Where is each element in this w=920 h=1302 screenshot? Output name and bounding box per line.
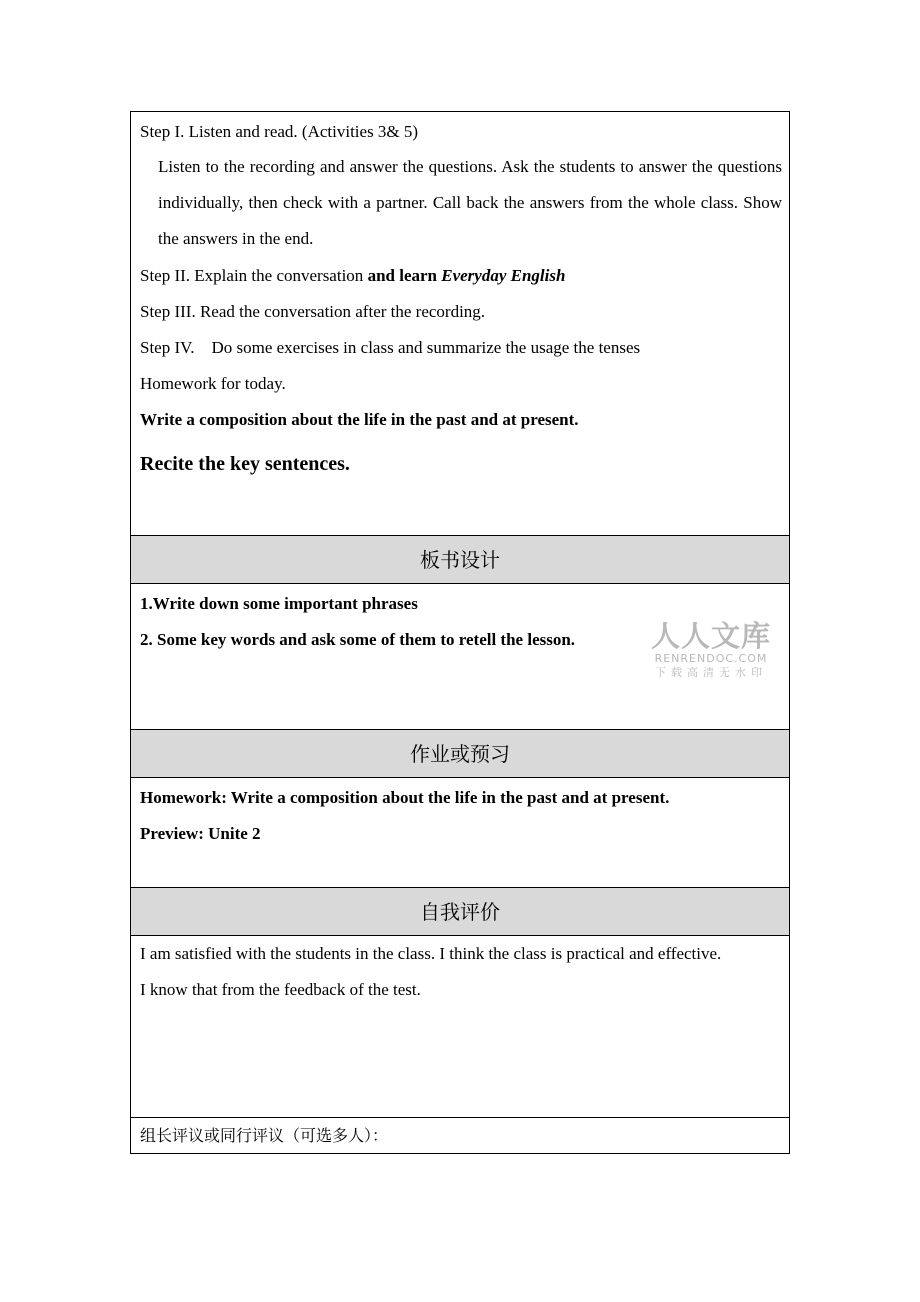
step1-body: Listen to the recording and answer the questions. Ask the students to answer the questions individually, then check with a partner. Call back the answers from the whole class. Show the answers in the end. bbox=[158, 157, 782, 248]
homework-line: Homework: Write a composition about the life in the past and at present. bbox=[140, 788, 670, 807]
self-evaluation-cell bbox=[131, 935, 789, 1117]
self-evaluation-line-1: I am satisfied with the students in the class. I think the class is practical and effective. bbox=[140, 944, 722, 963]
step2-line bbox=[140, 266, 565, 286]
board-design-cell bbox=[131, 583, 789, 729]
preview-line: Preview: Unite 2 bbox=[140, 824, 261, 843]
step2-everyday-english: Everyday English bbox=[441, 266, 566, 285]
peer-review-cell bbox=[131, 1117, 789, 1153]
step2-bold: and learn bbox=[367, 266, 442, 285]
peer-review-label: 组长评议或同行评议（可选多人）： bbox=[140, 1126, 389, 1145]
lesson-plan-table bbox=[130, 111, 790, 1154]
renrendoc-watermark bbox=[651, 620, 771, 680]
homework-task: Write a composition about the life in the past and at present. bbox=[140, 410, 579, 429]
homework-label: Homework for today. bbox=[140, 374, 286, 393]
self-evaluation-line-2: I know that from the feedback of the test. bbox=[140, 980, 421, 999]
board-design-heading: 板书设计 bbox=[131, 535, 789, 583]
watermark-subtitle: 下载高清无水印 bbox=[654, 666, 767, 679]
board-item-2: 2. Some key words and ask some of them to retell the lesson. bbox=[140, 630, 576, 649]
step2-prefix: Step II. Explain the conversation bbox=[140, 266, 368, 285]
step3-line: Step III. Read the conversation after the recording. bbox=[140, 302, 486, 321]
recite-line: Recite the key sentences. bbox=[140, 453, 350, 475]
watermark-domain: RENRENDOC.COM bbox=[654, 652, 768, 665]
step1-title: Step I. Listen and read. (Activities 3& 5) bbox=[140, 122, 419, 141]
self-evaluation-heading: 自我评价 bbox=[131, 887, 789, 935]
teaching-steps-cell bbox=[131, 112, 789, 535]
board-item-1: 1.Write down some important phrases bbox=[140, 594, 418, 613]
homework-preview-heading: 作业或预习 bbox=[131, 729, 789, 777]
homework-preview-cell bbox=[131, 777, 789, 887]
watermark-logo: 人人文库 bbox=[650, 619, 771, 653]
step4-line: Step IV. Do some exercises in class and summarize the usage the tenses bbox=[140, 338, 641, 357]
